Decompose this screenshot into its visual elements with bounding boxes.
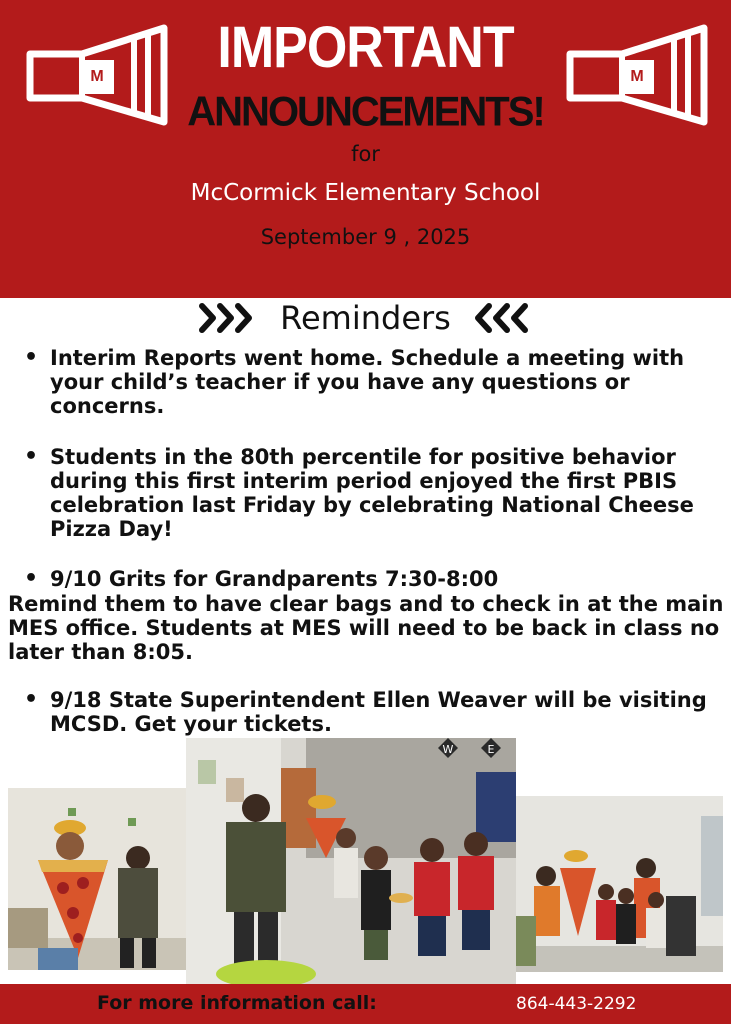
- bullet-dot: •: [24, 687, 39, 712]
- reminder-text: 9/18 State Superintendent Ellen Weaver will be visiting MCSD. Get your tickets.: [50, 688, 707, 736]
- title-important: IMPORTANT: [217, 15, 514, 81]
- chevrons-left-icon: [473, 301, 533, 335]
- reminder-item: [24, 687, 725, 736]
- reminder-text: Interim Reports went home. Schedule a meeting with your child’s teacher if you have any questions or concerns.: [50, 346, 685, 418]
- reminder-text: 9/10 Grits for Grandparents 7:30-8:00: [50, 567, 499, 591]
- footer-label: For more information call:: [97, 992, 377, 1014]
- reminder-text: Students in the 80th percentile for positive behavior during this first interim period enjoyed the first PBIS celebration last Friday by celebrating National Cheese Pizza Day!: [50, 445, 694, 541]
- for-text: for: [351, 142, 380, 166]
- school-name: McCormick Elementary School: [190, 180, 541, 206]
- section-title: Reminders: [280, 299, 451, 337]
- title-announcements: ANNOUNCEMENTS!: [187, 88, 544, 136]
- wall-letter-w: W: [442, 743, 454, 756]
- school-logo: M: [620, 60, 654, 94]
- reminder-item: [24, 345, 725, 418]
- bullet-dot: •: [24, 345, 39, 370]
- footer-bar: [0, 984, 731, 1024]
- photo-students-group: [516, 796, 723, 972]
- reminder-note: Remind them to have clear bags and to check in at the main MES office. Students at MES will need to be back in class no later than 8:05.: [8, 592, 724, 664]
- photo-students-pizza: [186, 738, 516, 984]
- bullet-dot: •: [24, 444, 39, 469]
- school-logo: M: [80, 60, 114, 94]
- footer-phone[interactable]: 864-443-2292: [516, 994, 637, 1014]
- announcement-date: September 9 , 2025: [260, 225, 471, 249]
- reminders-heading: [0, 298, 731, 338]
- chevrons-right-icon: [198, 301, 258, 335]
- reminder-item: [24, 566, 725, 591]
- photo-pizza-costume: [8, 788, 188, 970]
- header-banner: [0, 0, 731, 298]
- bullet-dot: •: [24, 566, 39, 591]
- wall-letter-e: E: [487, 743, 495, 756]
- reminder-item: [24, 444, 725, 541]
